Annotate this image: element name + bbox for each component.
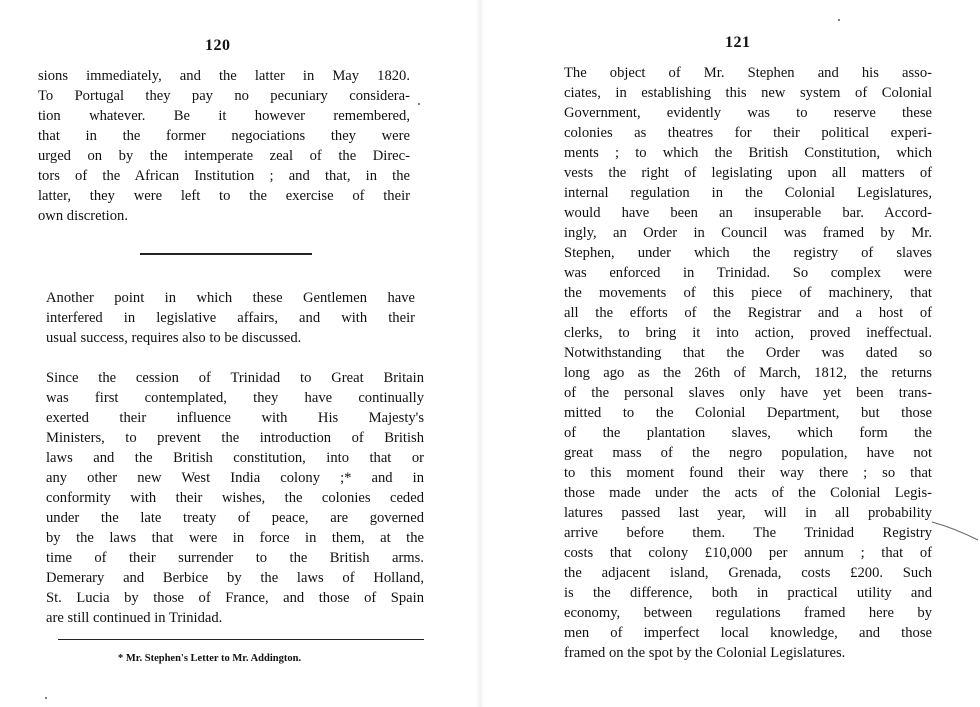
text-line: was enforced in Trinidad. So complex were [564, 265, 932, 281]
text-line: is the difference, both in practical utility and [564, 585, 932, 601]
text-line: clerks, to bring it into action, proved ineffectual. [564, 325, 932, 341]
text-line: latter, they were left to the exercise of their [38, 188, 410, 204]
left-paragraph-1 [38, 66, 410, 226]
speck [418, 103, 420, 105]
text-line: sions immediately, and the latter in May 1820. [38, 68, 410, 84]
text-line: tors of the African Institution ; and that, in the [38, 168, 410, 184]
text-line: was first contemplated, they have continually [46, 390, 424, 406]
section-divider [140, 253, 312, 255]
text-line: to this moment found their way there ; so that [564, 465, 932, 481]
page-number-right: 121 [725, 34, 751, 51]
text-line: vests the right of legislating upon all matters of [564, 165, 932, 181]
text-line: of the personal slaves only have yet been trans- [564, 385, 932, 401]
left-paragraph-3 [46, 368, 424, 628]
text-line: urged on by the intemperate zeal of the Direc- [38, 148, 410, 164]
text-line: under the late treaty of peace, are governed [46, 510, 424, 526]
text-line: laws and the British constitution, into that or [46, 450, 424, 466]
text-line: those made under the acts of the Colonial Legis- [564, 485, 932, 501]
text-line: any other new West India colony ;* and in [46, 470, 424, 486]
text-line: To Portugal they pay no pecuniary considera- [38, 88, 410, 104]
text-line: mitted to the Colonial Department, but those [564, 405, 932, 421]
speck [838, 19, 840, 21]
text-line: long ago as the 26th of March, 1812, the returns [564, 365, 932, 381]
page-number-left: 120 [205, 37, 231, 54]
footnote-rule [58, 639, 424, 640]
text-line: men of imperfect local knowledge, and those [564, 625, 932, 641]
text-line: that in the former negociations they were [38, 128, 410, 144]
text-line: costs that colony £10,000 per annum ; that of [564, 545, 932, 561]
text-line: usual success, requires also to be discussed. [46, 330, 302, 346]
pencil-mark [930, 518, 980, 542]
text-line: would have been an insuperable bar. Accord- [564, 205, 932, 221]
text-line: Notwithstanding that the Order was dated so [564, 345, 932, 361]
text-line: Government, evidently was to reserve these [564, 105, 932, 121]
text-line: ments ; to which the British Constitution, which [564, 145, 932, 161]
text-line: the adjacent island, Grenada, costs £200. Such [564, 565, 932, 581]
text-line: are still continued in Trinidad. [46, 610, 223, 626]
speck [45, 697, 47, 699]
text-line: arrive before them. The Trinidad Registry [564, 525, 932, 541]
text-line: ingly, an Order in Council was framed by Mr. [564, 225, 932, 241]
left-page [0, 0, 470, 707]
text-line: all the efforts of the Registrar and a host of [564, 305, 932, 321]
text-line: ciates, in establishing this new system of Colonial [564, 85, 932, 101]
text-line: colonies as theatres for their political experi- [564, 125, 932, 141]
text-line: the movements of this piece of machinery, that [564, 285, 932, 301]
text-line: of the plantation slaves, which form the [564, 425, 932, 441]
text-line: economy, between regulations framed here by [564, 605, 932, 621]
text-line: by the laws that were in force in them, at the [46, 530, 424, 546]
text-line: St. Lucia by those of France, and those of Spain [46, 590, 424, 606]
text-line: framed on the spot by the Colonial Legislatures. [564, 645, 846, 661]
text-line: exerted their influence with His Majesty's [46, 410, 424, 426]
text-line: own discretion. [38, 208, 128, 224]
text-line: interfered in legislative affairs, and with their [46, 310, 415, 326]
book-gutter [476, 0, 484, 707]
text-line: latures passed last year, will in all probability [564, 505, 932, 521]
text-line: conformity with their wishes, the colonies ceded [46, 490, 424, 506]
text-line: Demerary and Berbice by the laws of Holland, [46, 570, 424, 586]
text-line: time of their surrender to the British arms. [46, 550, 424, 566]
text-line: tion whatever. Be it however remembered, [38, 108, 410, 124]
text-line: Stephen, under which the registry of slaves [564, 245, 932, 261]
text-line: Ministers, to prevent the introduction of British [46, 430, 424, 446]
text-line: Another point in which these Gentlemen have [46, 290, 415, 306]
left-paragraph-2 [46, 288, 415, 348]
right-paragraph-1 [564, 63, 932, 663]
footnote: * Mr. Stephen's Letter to Mr. Addington. [118, 653, 302, 664]
text-line: The object of Mr. Stephen and his asso- [564, 65, 932, 81]
text-line: internal regulation in the Colonial Legislatures, [564, 185, 932, 201]
text-line: Since the cession of Trinidad to Great Britain [46, 370, 424, 386]
text-line: great mass of the negro population, have not [564, 445, 932, 461]
right-page [490, 0, 980, 707]
